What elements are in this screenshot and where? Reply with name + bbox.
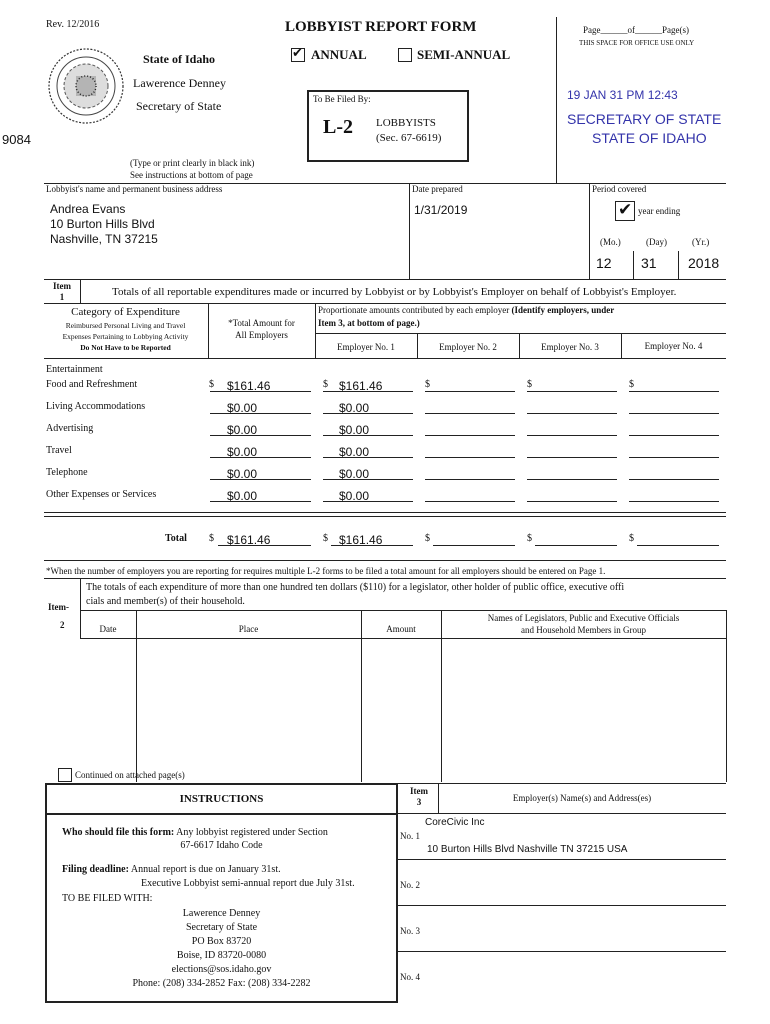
- employer-1-header: Employer No. 1: [337, 342, 395, 352]
- expense-employer-3-field[interactable]: [527, 487, 617, 502]
- total-employer-2[interactable]: [433, 531, 515, 546]
- annual-label: ANNUAL: [311, 47, 367, 62]
- expense-employer-2-field[interactable]: [425, 377, 515, 392]
- expense-employer-4-field[interactable]: [629, 377, 719, 392]
- expense-category-label: Food and Refreshment: [46, 379, 138, 390]
- official-name: Lawerence Denney: [133, 76, 226, 90]
- expense-employer-3-field[interactable]: [527, 377, 617, 392]
- dollar-sign: $: [527, 533, 532, 544]
- year-label: (Yr.): [692, 237, 710, 247]
- expense-employer-1-field[interactable]: $0.00: [323, 487, 413, 502]
- expense-employer-2-field[interactable]: [425, 465, 515, 480]
- dollar-sign: $: [527, 379, 532, 390]
- lobbyist-name[interactable]: Andrea Evans: [50, 202, 126, 216]
- date-prepared-value[interactable]: 1/31/2019: [414, 203, 468, 217]
- employer-entry-number: No. 1: [400, 831, 420, 841]
- dollar-sign: $: [323, 379, 328, 390]
- item1-number: 1: [59, 292, 65, 302]
- state-seal-icon: [46, 46, 126, 126]
- expense-total-field[interactable]: $0.00: [210, 443, 311, 458]
- page-count-label: Page______of______Page(s): [583, 25, 689, 35]
- expense-total-field[interactable]: $0.00: [210, 399, 311, 414]
- expense-employer-1-field[interactable]: $0.00: [323, 399, 413, 414]
- expense-category-label: Telephone: [46, 467, 88, 478]
- col-amount-header: Amount: [386, 624, 416, 634]
- employer-4-header: Employer No. 4: [644, 341, 703, 351]
- expense-employer-3-field[interactable]: [527, 399, 617, 414]
- item3-header: Employer(s) Name(s) and Address(es): [512, 793, 652, 803]
- revision-date: Rev. 12/2016: [46, 19, 100, 30]
- proportionate-header: Proportionate amounts contributed by each employer (Identify employers, under: [318, 305, 615, 315]
- instructions-note: See instructions at bottom of page: [130, 170, 253, 180]
- period-day[interactable]: 31: [641, 255, 657, 271]
- received-stamp-office: SECRETARY OF STATE: [567, 111, 722, 127]
- lobbyists-label: LOBBYISTS: [376, 117, 436, 129]
- employer-entry[interactable]: [397, 952, 726, 999]
- category-header: Category of Expenditure: [71, 306, 180, 318]
- lobbyist-address-label: Lobbyist's name and permanent business address: [46, 184, 223, 194]
- date-prepared-label: Date prepared: [412, 184, 463, 194]
- category-subnote-1: Reimbursed Personal Living and Travel: [65, 321, 186, 330]
- dollar-sign: $: [425, 379, 430, 390]
- item2-description-2: cials and member(s) of their household.: [86, 596, 245, 607]
- period-covered-label: Period covered: [592, 184, 647, 194]
- form-code: L-2: [323, 116, 353, 138]
- item2-label: Item-: [48, 602, 69, 612]
- year-ending-checkbox[interactable]: [615, 201, 635, 221]
- form-code-box: [307, 90, 469, 162]
- total-employer-1[interactable]: $161.46: [331, 531, 413, 546]
- expense-employer-2-field[interactable]: [425, 421, 515, 436]
- employer-entry-number: No. 2: [400, 880, 420, 890]
- year-ending-label: year ending: [638, 206, 681, 216]
- expense-category-label: Advertising: [46, 423, 94, 434]
- expense-total-field[interactable]: $161.46: [210, 377, 311, 392]
- item2-description-1: The totals of each expenditure of more than one hundred ten dollars ($110) for a legislator, other holder of public office, executive offi: [86, 582, 625, 593]
- official-title: Secretary of State: [136, 99, 222, 113]
- filing-address-title: Secretary of State: [185, 922, 258, 933]
- category-subnote-3: Do Not Have to be Reported: [80, 343, 171, 352]
- item3-number: 3: [416, 797, 422, 807]
- expense-category-label: Living Accommodations: [46, 401, 146, 412]
- type-note: (Type or print clearly in black ink): [130, 158, 255, 168]
- total-label: Total: [165, 533, 187, 544]
- section-label: (Sec. 67-6619): [376, 132, 442, 144]
- received-stamp-time: 19 JAN 31 PM 12:43: [567, 88, 678, 102]
- who-should-file: Who should file this form: Any lobbyist registered under Section: [62, 827, 328, 838]
- lobbyist-address-line2[interactable]: Nashville, TN 37215: [50, 232, 158, 246]
- employer-entry-number: No. 4: [400, 972, 420, 982]
- employer-entry[interactable]: [397, 860, 726, 906]
- expense-total-field[interactable]: $0.00: [210, 421, 311, 436]
- dollar-sign: $: [425, 533, 430, 544]
- filing-address-name: Lawerence Denney: [182, 908, 261, 919]
- col-names-header-1: Names of Legislators, Public and Executive Officials: [487, 613, 680, 623]
- dollar-sign: $: [629, 379, 634, 390]
- semi-annual-checkbox[interactable]: [398, 48, 412, 62]
- filing-phone-fax: Phone: (208) 334-2852 Fax: (208) 334-2282: [132, 978, 311, 989]
- to-be-filed-with: TO BE FILED WITH:: [62, 893, 153, 904]
- col-names-header-2: and Household Members in Group: [521, 625, 646, 635]
- period-month[interactable]: 12: [596, 255, 612, 271]
- continued-label: Continued on attached page(s): [75, 770, 185, 780]
- item3-label: Item: [410, 786, 428, 796]
- expense-employer-4-field[interactable]: [629, 465, 719, 480]
- entertainment-label: Entertainment: [46, 364, 103, 375]
- employer-entry[interactable]: [397, 906, 726, 952]
- expense-employer-4-field[interactable]: [629, 421, 719, 436]
- expense-employer-2-field[interactable]: [425, 487, 515, 502]
- all-employers-header: All Employers: [235, 330, 288, 340]
- expense-employer-3-field[interactable]: [527, 443, 617, 458]
- expense-employer-3-field[interactable]: [527, 421, 617, 436]
- continued-checkbox[interactable]: [58, 768, 72, 782]
- item1-description: Totals of all reportable expenditures made or incurred by Lobbyist or by Lobbyist's Employer on behalf of Lobbyist's Employer.: [112, 286, 677, 298]
- filing-address-city: Boise, ID 83720-0080: [176, 950, 267, 961]
- expense-category-label: Travel: [46, 445, 72, 456]
- expense-employer-4-field[interactable]: [629, 399, 719, 414]
- employer-entry[interactable]: [397, 813, 726, 860]
- received-stamp-state: STATE OF IDAHO: [592, 130, 707, 146]
- item1-label: Item: [53, 281, 71, 291]
- expense-employer-1-field[interactable]: $0.00: [323, 465, 413, 480]
- who-should-file-code: 67-6617 Idaho Code: [180, 840, 263, 851]
- expense-employer-3-field[interactable]: [527, 465, 617, 480]
- total-employer-3[interactable]: [535, 531, 617, 546]
- period-year[interactable]: 2018: [688, 255, 720, 271]
- office-use-label: THIS SPACE FOR OFFICE USE ONLY: [579, 39, 695, 47]
- proportionate-header-2: Item 3, at bottom of page.): [318, 318, 420, 328]
- filing-address-pobox: PO Box 83720: [191, 936, 252, 947]
- item2-number: 2: [60, 620, 65, 630]
- day-label: (Day): [646, 237, 667, 247]
- filing-deadline-semi: Executive Lobbyist semi-annual report due July 31st.: [141, 878, 355, 889]
- month-label: (Mo.): [600, 237, 621, 247]
- instructions-title: INSTRUCTIONS: [179, 793, 264, 805]
- expense-employer-4-field[interactable]: [629, 487, 719, 502]
- col-date-header: Date: [99, 624, 117, 634]
- dollar-sign: $: [209, 533, 214, 544]
- dollar-sign: $: [209, 379, 214, 390]
- to-be-filed-by-label: To Be Filed By:: [313, 94, 371, 104]
- col-place-header: Place: [238, 624, 259, 634]
- employer-3-header: Employer No. 3: [541, 342, 599, 352]
- total-employer-4[interactable]: [637, 531, 719, 546]
- filing-email[interactable]: elections@sos.idaho.gov: [171, 964, 272, 975]
- check-icon: ✔: [292, 45, 303, 60]
- expense-employer-4-field[interactable]: [629, 443, 719, 458]
- dollar-sign: $: [629, 533, 634, 544]
- annual-checkbox[interactable]: [291, 45, 305, 62]
- form-title: LOBBYIST REPORT FORM: [285, 19, 477, 35]
- employer-entry-number: No. 3: [400, 926, 420, 936]
- semi-annual-label: SEMI-ANNUAL: [417, 47, 511, 62]
- total-all-employers[interactable]: $161.46: [218, 531, 311, 546]
- filing-deadline: Filing deadline: Annual report is due on January 31st.: [62, 864, 281, 875]
- expense-employer-2-field[interactable]: [425, 399, 515, 414]
- dollar-sign: $: [323, 533, 328, 544]
- side-number: 9084: [2, 132, 31, 147]
- employer-address[interactable]: 10 Burton Hills Blvd Nashville TN 37215 USA: [427, 844, 628, 855]
- expense-employer-1-field[interactable]: $161.46: [323, 377, 413, 392]
- expense-category-label: Other Expenses or Services: [46, 489, 157, 500]
- footnote: *When the number of employers you are reporting for requires multiple L-2 forms to be filed a total amount for all employers should be entered on Page 1.: [46, 566, 606, 576]
- expense-employer-2-field[interactable]: [425, 443, 515, 458]
- check-icon: ✔: [618, 200, 633, 219]
- category-subnote-2: Expenses Pertaining to Lobbying Activity: [62, 332, 189, 341]
- expense-employer-1-field[interactable]: $0.00: [323, 443, 413, 458]
- employer-name[interactable]: CoreCivic Inc: [425, 817, 485, 828]
- instructions-box: [45, 783, 398, 1003]
- expense-total-field[interactable]: $0.00: [210, 487, 311, 502]
- employer-2-header: Employer No. 2: [439, 342, 497, 352]
- total-amount-header: *Total Amount for: [228, 318, 295, 328]
- lobbyist-address-line1[interactable]: 10 Burton Hills Blvd: [50, 217, 155, 231]
- expense-total-field[interactable]: $0.00: [210, 465, 311, 480]
- expense-employer-1-field[interactable]: $0.00: [323, 421, 413, 436]
- state-name: State of Idaho: [143, 52, 216, 66]
